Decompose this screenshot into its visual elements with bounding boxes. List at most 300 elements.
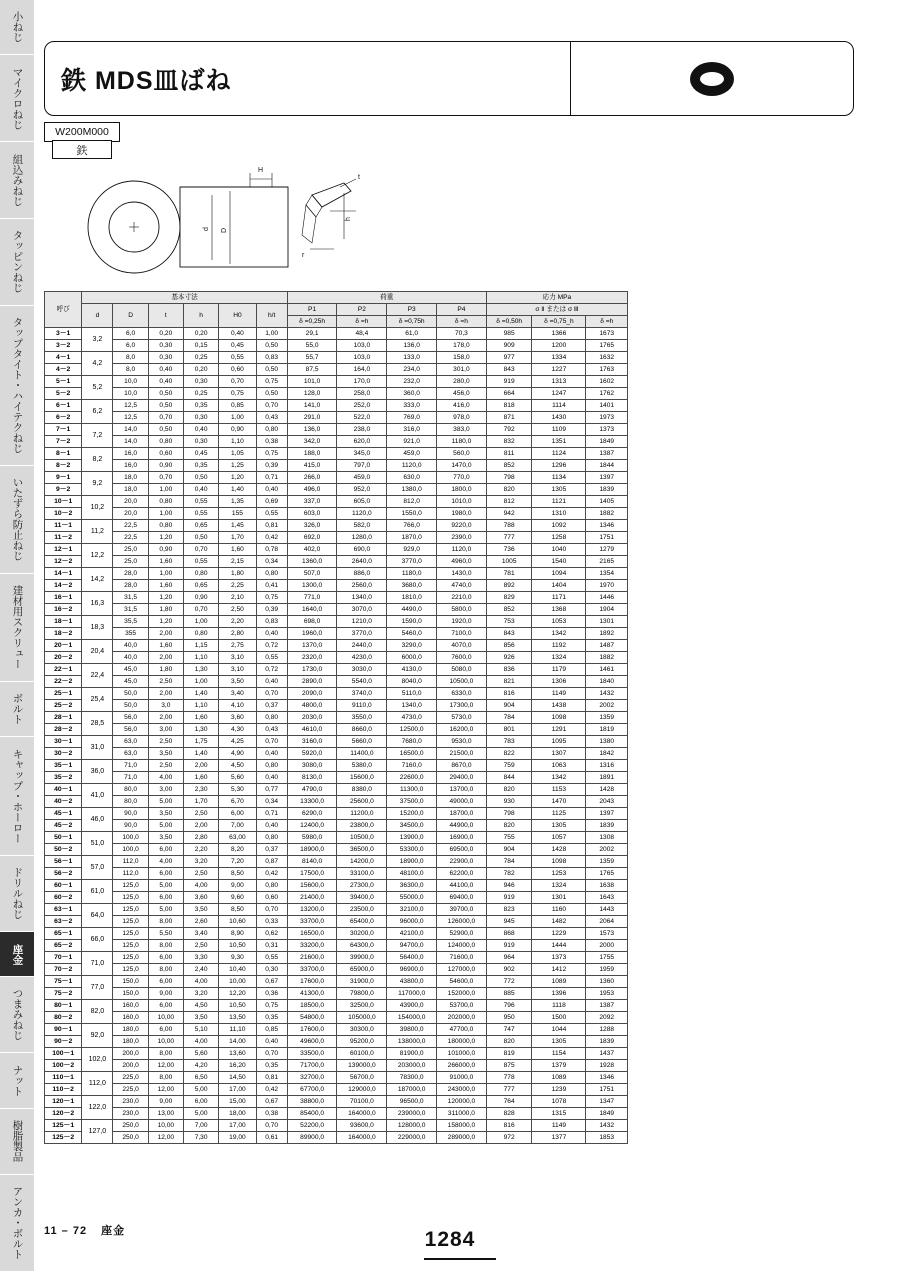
cell-H0: 10,00 (219, 976, 256, 988)
table-row (45, 388, 628, 400)
cell-p2: 33100,0 (337, 868, 387, 880)
sidebar-item-13[interactable]: 樹脂製品 (0, 1109, 34, 1175)
cell-ht: 0,37 (256, 700, 287, 712)
cell-p4: 21500,0 (437, 748, 487, 760)
cell-p1: 2090,0 (287, 688, 337, 700)
cell-s3: 1397 (586, 808, 628, 820)
cell-s1: 788 (486, 520, 532, 532)
cell-p4: 16900,0 (437, 832, 487, 844)
cell-s3: 1405 (586, 496, 628, 508)
cell-p1: 87,5 (287, 364, 337, 376)
cell-p3: 128000,0 (387, 1120, 437, 1132)
cell-s3: 1573 (586, 928, 628, 940)
sidebar-item-8[interactable]: キャップ・ホーロー (0, 737, 34, 855)
cell-t: 0,30 (148, 352, 183, 364)
cell-H0: 4,10 (219, 700, 256, 712)
cell-s1: 821 (486, 676, 532, 688)
cell-t: 1,80 (148, 604, 183, 616)
cell-p2: 10500,0 (337, 832, 387, 844)
cell-s2: 1470 (532, 796, 586, 808)
sidebar-item-10[interactable]: 座金 (0, 932, 34, 977)
cell-t: 8,00 (148, 940, 183, 952)
cell-h: 0,70 (183, 544, 218, 556)
cell-s3: 2064 (586, 916, 628, 928)
sidebar-item-12[interactable]: ナット (0, 1053, 34, 1108)
table-row (45, 640, 628, 652)
table-row (45, 904, 628, 916)
cell-D: 125,0 (113, 940, 148, 952)
cell-p4: 2210,0 (437, 592, 487, 604)
table-row (45, 892, 628, 904)
cell-p1: 1640,0 (287, 604, 337, 616)
cell-s2: 1239 (532, 1084, 586, 1096)
cell-t: 0,50 (148, 400, 183, 412)
cell-p3: 232,0 (387, 376, 437, 388)
cell-p3: 8040,0 (387, 676, 437, 688)
cell-D: 50,0 (113, 688, 148, 700)
cell-p4: 978,0 (437, 412, 487, 424)
cell-H0: 9,60 (219, 892, 256, 904)
sidebar-item-1[interactable]: マイクロねじ (0, 55, 34, 142)
cell-p1: 101,0 (287, 376, 337, 388)
cell-p4: 456,0 (437, 388, 487, 400)
cell-H0: 2,10 (219, 592, 256, 604)
cell-ht: 1,00 (256, 328, 287, 340)
cell-p3: 1590,0 (387, 616, 437, 628)
cell-p2: 3030,0 (337, 664, 387, 676)
cell-s3: 1762 (586, 388, 628, 400)
sidebar-item-3[interactable]: タッピンねじ (0, 219, 34, 306)
cell-h: 1,70 (183, 796, 218, 808)
cell-p3: 34500,0 (387, 820, 437, 832)
cell-D: 71,0 (113, 760, 148, 772)
cell-s3: 1953 (586, 988, 628, 1000)
cell-t: 2,00 (148, 652, 183, 664)
cell-h: 7,30 (183, 1132, 218, 1144)
cell-name: 90－1 (45, 1024, 82, 1036)
cell-D: 6,0 (113, 340, 148, 352)
cell-s1: 832 (486, 436, 532, 448)
cell-p3: 1870,0 (387, 532, 437, 544)
cell-t: 0,90 (148, 460, 183, 472)
cell-name: 100－2 (45, 1060, 82, 1072)
cell-p2: 14200,0 (337, 856, 387, 868)
cell-p2: 1340,0 (337, 592, 387, 604)
cell-s1: 784 (486, 856, 532, 868)
cell-name: 22－2 (45, 676, 82, 688)
cell-name: 110－2 (45, 1084, 82, 1096)
cell-s2: 1098 (532, 712, 586, 724)
cell-h: 0,25 (183, 352, 218, 364)
cell-name: 7－2 (45, 436, 82, 448)
cell-s3: 1819 (586, 724, 628, 736)
cell-H0: 10,50 (219, 940, 256, 952)
cell-p3: 32100,0 (387, 904, 437, 916)
cell-D: 125,0 (113, 916, 148, 928)
cell-p1: 1300,0 (287, 580, 337, 592)
cell-s3: 1602 (586, 376, 628, 388)
cell-t: 1,60 (148, 640, 183, 652)
cell-s3: 1638 (586, 880, 628, 892)
sidebar-item-6[interactable]: 建材用スクリュー (0, 574, 34, 682)
cell-ht: 0,39 (256, 460, 287, 472)
cell-p3: 1180,0 (387, 568, 437, 580)
cell-s1: 812 (486, 496, 532, 508)
table-row (45, 772, 628, 784)
cell-p3: 11300,0 (387, 784, 437, 796)
cell-ht: 0,77 (256, 784, 287, 796)
cell-s1: 820 (486, 784, 532, 796)
cell-s3: 1301 (586, 616, 628, 628)
header-product-icon (571, 42, 853, 115)
product-code-box: W200M000 (44, 122, 120, 142)
cell-ht: 0,40 (256, 820, 287, 832)
cell-s1: 798 (486, 808, 532, 820)
cell-h: 0,15 (183, 340, 218, 352)
cell-s1: 778 (486, 1072, 532, 1084)
cell-p1: 54800,0 (287, 1012, 337, 1024)
cell-name: 8－2 (45, 460, 82, 472)
cell-s1: 871 (486, 412, 532, 424)
dim-label-r: r (302, 252, 305, 259)
cell-p2: 258,0 (337, 388, 387, 400)
cell-D: 125,0 (113, 892, 148, 904)
cell-d: 22,4 (82, 664, 113, 688)
cell-name: 11－2 (45, 532, 82, 544)
cell-s2: 1200 (532, 340, 586, 352)
cell-s3: 1359 (586, 712, 628, 724)
cell-p2: 56700,0 (337, 1072, 387, 1084)
cell-name: 20－1 (45, 640, 82, 652)
cell-p2: 103,0 (337, 352, 387, 364)
cell-D: 80,0 (113, 784, 148, 796)
cell-h: 0,65 (183, 520, 218, 532)
cell-s2: 1296 (532, 460, 586, 472)
cell-p4: 44100,0 (437, 880, 487, 892)
cell-p1: 17600,0 (287, 976, 337, 988)
cell-s2: 1301 (532, 892, 586, 904)
cell-s2: 1305 (532, 1036, 586, 1048)
cell-ht: 0,30 (256, 964, 287, 976)
sidebar-tab-rail (0, 0, 34, 1272)
cell-ht: 0,80 (256, 568, 287, 580)
cell-s3: 1346 (586, 520, 628, 532)
cell-D: 25,0 (113, 556, 148, 568)
sidebar-item-2[interactable]: 組込みねじ (0, 142, 34, 218)
cell-s1: 844 (486, 772, 532, 784)
spec-table-container (44, 291, 628, 1144)
cell-s1: 942 (486, 508, 532, 520)
cell-t: 1,00 (148, 484, 183, 496)
cell-t: 5,50 (148, 928, 183, 940)
cell-t: 3,50 (148, 748, 183, 760)
cell-p3: 78300,0 (387, 1072, 437, 1084)
cell-p1: 4800,0 (287, 700, 337, 712)
cell-s1: 819 (486, 1048, 532, 1060)
cell-p4: 266000,0 (437, 1060, 487, 1072)
table-row (45, 652, 628, 664)
cell-p4: 101000,0 (437, 1048, 487, 1060)
cell-s1: 782 (486, 868, 532, 880)
cell-s3: 1891 (586, 772, 628, 784)
cell-s2: 1044 (532, 1024, 586, 1036)
cell-s3: 1437 (586, 1048, 628, 1060)
cell-p4: 44900,0 (437, 820, 487, 832)
cell-name: 56－2 (45, 868, 82, 880)
drawing-svg (44, 165, 444, 285)
cell-s1: 818 (486, 400, 532, 412)
sidebar-item-11[interactable]: つまみねじ (0, 977, 34, 1053)
cell-p2: 95200,0 (337, 1036, 387, 1048)
cell-s3: 1632 (586, 352, 628, 364)
cell-H0: 0,85 (219, 400, 256, 412)
cell-H0: 1,25 (219, 460, 256, 472)
cell-name: 8－1 (45, 448, 82, 460)
cell-p2: 3740,0 (337, 688, 387, 700)
cell-p3: 769,0 (387, 412, 437, 424)
table-row (45, 520, 628, 532)
cell-s2: 1291 (532, 724, 586, 736)
cell-s3: 1904 (586, 604, 628, 616)
cell-p1: 18900,0 (287, 844, 337, 856)
cell-H0: 1,00 (219, 412, 256, 424)
cell-p4: 17300,0 (437, 700, 487, 712)
cell-p3: 16500,0 (387, 748, 437, 760)
cell-s1: 843 (486, 628, 532, 640)
cell-p4: 180000,0 (437, 1036, 487, 1048)
cell-p3: 5460,0 (387, 628, 437, 640)
table-row (45, 928, 628, 940)
cell-p1: 6290,0 (287, 808, 337, 820)
cell-D: 18,0 (113, 484, 148, 496)
cell-name: 50－1 (45, 832, 82, 844)
cell-p2: 2440,0 (337, 640, 387, 652)
cell-d: 7,2 (82, 424, 113, 448)
cell-h: 2,40 (183, 964, 218, 976)
group-header-stress: 応力 MPa (486, 292, 627, 304)
cell-name: 12－2 (45, 556, 82, 568)
cell-p4: 9530,0 (437, 736, 487, 748)
table-row (45, 724, 628, 736)
cell-h: 4,00 (183, 1036, 218, 1048)
cell-p1: 337,0 (287, 496, 337, 508)
cell-name: 45－2 (45, 820, 82, 832)
cell-p4: 10500,0 (437, 676, 487, 688)
cell-s1: 816 (486, 1120, 532, 1132)
dim-label-D: D (221, 227, 228, 233)
cell-ht: 0,67 (256, 976, 287, 988)
cell-s1: 902 (486, 964, 532, 976)
cell-name: 80－1 (45, 1000, 82, 1012)
cell-s2: 1057 (532, 832, 586, 844)
cell-ht: 0,50 (256, 364, 287, 376)
cell-p2: 39900,0 (337, 952, 387, 964)
cell-s2: 1153 (532, 784, 586, 796)
cell-name: 9－1 (45, 472, 82, 484)
cell-t: 8,00 (148, 916, 183, 928)
cell-name: 56－1 (45, 856, 82, 868)
cell-p3: 13900,0 (387, 832, 437, 844)
cell-p4: 770,0 (437, 472, 487, 484)
cell-ht: 0,60 (256, 892, 287, 904)
cell-h: 0,35 (183, 400, 218, 412)
cell-t: 2,00 (148, 628, 183, 640)
dim-label-h: h (345, 217, 352, 221)
cell-s2: 1307 (532, 748, 586, 760)
cell-s2: 1247 (532, 388, 586, 400)
cell-p1: 33200,0 (287, 940, 337, 952)
cond-header-s1: δ =0,50h (486, 316, 532, 328)
cell-D: 180,0 (113, 1024, 148, 1036)
cell-p1: 507,0 (287, 568, 337, 580)
cell-s1: 919 (486, 892, 532, 904)
cell-s3: 1443 (586, 904, 628, 916)
cell-p1: 136,0 (287, 424, 337, 436)
cell-ht: 0,40 (256, 748, 287, 760)
sidebar-item-5[interactable]: いたずら防止ねじ (0, 466, 34, 574)
cell-h: 0,90 (183, 592, 218, 604)
cell-name: 3－2 (45, 340, 82, 352)
cell-p1: 17500,0 (287, 868, 337, 880)
table-row (45, 988, 628, 1000)
cell-ht: 0,87 (256, 856, 287, 868)
cell-p3: 1550,0 (387, 508, 437, 520)
sidebar-item-14[interactable]: アンカ・ボルト (0, 1175, 34, 1272)
table-row (45, 676, 628, 688)
cell-p1: 698,0 (287, 616, 337, 628)
cell-s3: 1840 (586, 676, 628, 688)
col-header-P2: P2 (337, 304, 387, 316)
cell-ht: 0,75 (256, 1000, 287, 1012)
cell-D: 20,0 (113, 508, 148, 520)
cell-p4: 126000,0 (437, 916, 487, 928)
cell-h: 0,30 (183, 412, 218, 424)
cell-H0: 16,20 (219, 1060, 256, 1072)
cell-s3: 1973 (586, 412, 628, 424)
table-row (45, 952, 628, 964)
cell-s2: 1171 (532, 592, 586, 604)
cell-D: 28,0 (113, 568, 148, 580)
cell-H0: 2,50 (219, 604, 256, 616)
cell-t: 0,60 (148, 448, 183, 460)
cell-p3: 18900,0 (387, 856, 437, 868)
cell-p3: 56400,0 (387, 952, 437, 964)
cell-t: 6,00 (148, 1000, 183, 1012)
cell-p3: 5110,0 (387, 688, 437, 700)
cell-D: 100,0 (113, 832, 148, 844)
cell-ht: 0,75 (256, 376, 287, 388)
cell-p2: 65900,0 (337, 964, 387, 976)
cell-p1: 2320,0 (287, 652, 337, 664)
cell-H0: 14,50 (219, 1072, 256, 1084)
sidebar-item-0[interactable]: 小ねじ (0, 0, 34, 55)
cell-p1: 67700,0 (287, 1084, 337, 1096)
cell-D: 10,0 (113, 388, 148, 400)
cell-H0: 1,05 (219, 448, 256, 460)
cell-s2: 1368 (532, 604, 586, 616)
cell-p2: 690,0 (337, 544, 387, 556)
cell-p1: 2030,0 (287, 712, 337, 724)
sidebar-item-9[interactable]: ドリルねじ (0, 856, 34, 932)
cell-h: 2,50 (183, 808, 218, 820)
cell-h: 6,00 (183, 1096, 218, 1108)
cell-p1: 266,0 (287, 472, 337, 484)
cell-ht: 0,39 (256, 604, 287, 616)
cell-H0: 6,00 (219, 808, 256, 820)
cell-p2: 164000,0 (337, 1132, 387, 1144)
sidebar-item-4[interactable]: タップタイト・ハイテクねじ (0, 306, 34, 466)
cell-p3: 61,0 (387, 328, 437, 340)
cell-H0: 2,75 (219, 640, 256, 652)
cell-s1: 823 (486, 904, 532, 916)
cell-p4: 1980,0 (437, 508, 487, 520)
cell-ht: 0,81 (256, 1072, 287, 1084)
cell-s3: 1347 (586, 1096, 628, 1108)
cell-t: 5,00 (148, 796, 183, 808)
cell-p3: 37500,0 (387, 796, 437, 808)
cell-p2: 345,0 (337, 448, 387, 460)
cell-p3: 43900,0 (387, 1000, 437, 1012)
cell-t: 2,50 (148, 676, 183, 688)
cell-h: 2,50 (183, 868, 218, 880)
table-row (45, 748, 628, 760)
sidebar-item-7[interactable]: ボルト (0, 682, 34, 737)
table-row (45, 544, 628, 556)
cell-p4: 4070,0 (437, 640, 487, 652)
cell-D: 14,0 (113, 424, 148, 436)
cell-s3: 1839 (586, 1036, 628, 1048)
cell-p4: 5080,0 (437, 664, 487, 676)
cell-p2: 39400,0 (337, 892, 387, 904)
cell-p4: 124000,0 (437, 940, 487, 952)
header-row-groups (45, 292, 628, 304)
cell-H0: 3,10 (219, 652, 256, 664)
cell-name: 10－2 (45, 508, 82, 520)
cell-p4: 2390,0 (437, 532, 487, 544)
cell-s2: 1149 (532, 1120, 586, 1132)
cell-d: 11,2 (82, 520, 113, 544)
cell-p4: 18700,0 (437, 808, 487, 820)
cell-D: 125,0 (113, 964, 148, 976)
cell-name: 70－1 (45, 952, 82, 964)
cond-header-p2: δ =h (337, 316, 387, 328)
cell-p2: 8660,0 (337, 724, 387, 736)
cell-p1: 55,7 (287, 352, 337, 364)
cell-p2: 3070,0 (337, 604, 387, 616)
cell-p3: 4130,0 (387, 664, 437, 676)
cell-p3: 96500,0 (387, 1096, 437, 1108)
cell-ht: 0,80 (256, 832, 287, 844)
cell-p2: 886,0 (337, 568, 387, 580)
cell-s1: 747 (486, 1024, 532, 1036)
table-row (45, 616, 628, 628)
cell-ht: 0,80 (256, 880, 287, 892)
cell-s1: 885 (486, 988, 532, 1000)
cell-ht: 0,70 (256, 1048, 287, 1060)
cell-name: 40－1 (45, 784, 82, 796)
cell-name: 75－2 (45, 988, 82, 1000)
cell-h: 1,40 (183, 688, 218, 700)
cell-p4: 280,0 (437, 376, 487, 388)
cell-h: 0,40 (183, 424, 218, 436)
cell-D: 50,0 (113, 700, 148, 712)
cell-p1: 415,0 (287, 460, 337, 472)
cell-h: 0,50 (183, 532, 218, 544)
cell-p3: 133,0 (387, 352, 437, 364)
cell-p2: 1280,0 (337, 532, 387, 544)
cell-p4: 22900,0 (437, 856, 487, 868)
cell-name: 28－1 (45, 712, 82, 724)
